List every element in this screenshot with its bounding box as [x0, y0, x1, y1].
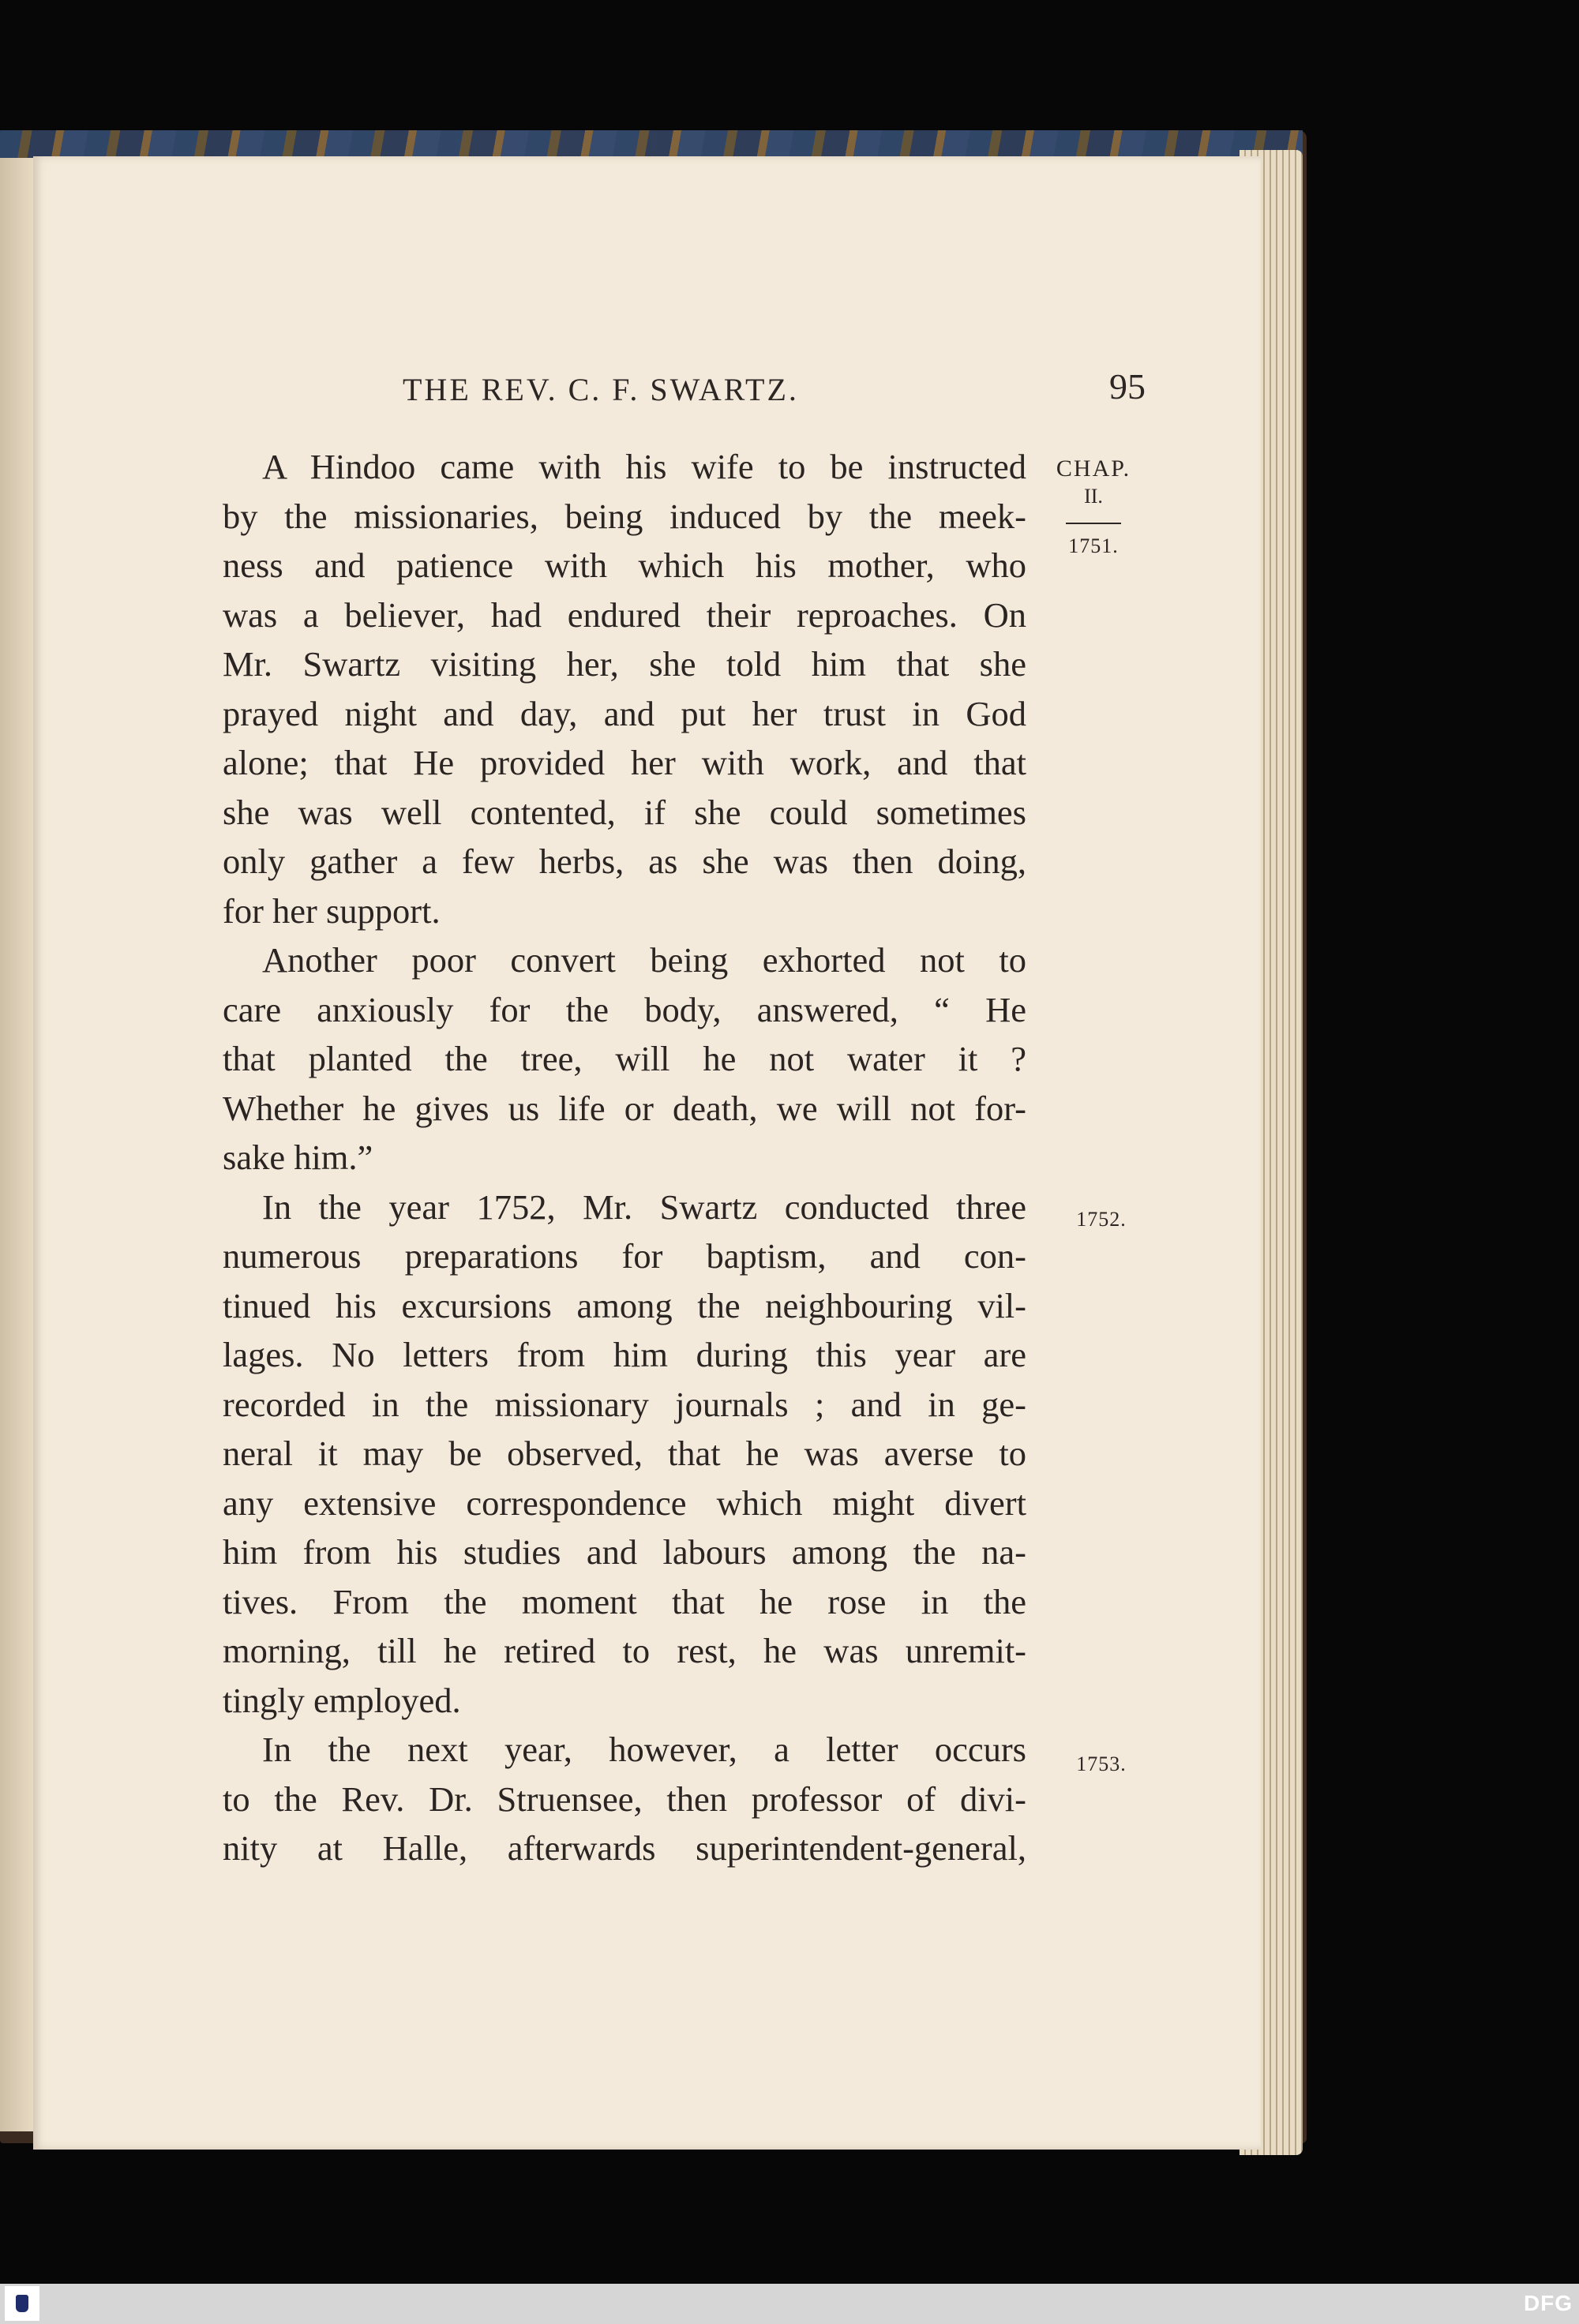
text-line: lages. No letters from him during this year are	[223, 1335, 1026, 1374]
text-line: sake him.”	[223, 1138, 373, 1177]
viewer-footer-bar	[0, 2284, 1579, 2324]
body-text	[223, 442, 1026, 1873]
library-emblem-icon	[16, 2295, 28, 2312]
text-line: A Hindoo came with his wife to be instructed	[262, 447, 1026, 486]
page-number: 95	[1109, 366, 1146, 407]
text-line: to the Rev. Dr. Struensee, then professor of divi-	[223, 1779, 1026, 1819]
running-head: THE REV. C. F. SWARTZ.	[403, 372, 799, 407]
chapter-rule	[1066, 523, 1121, 524]
text-line: him from his studies and labours among the na-	[223, 1532, 1026, 1572]
text-line: In the year 1752, Mr. Swartz conducted three	[262, 1186, 1026, 1227]
text-line: tives. From the moment that he rose in the	[223, 1581, 1026, 1621]
margin-year-1753: 1753.	[1076, 1752, 1127, 1775]
text-line: In the next year, however, a letter occurs	[262, 1730, 1026, 1769]
text-line: tingly employed.	[223, 1680, 461, 1720]
text-line: ness and patience with which his mother, who	[223, 545, 1026, 585]
chapter-label: CHAP.	[1056, 455, 1131, 482]
text-line: alone; that He provided her with work, and that	[223, 743, 1026, 782]
margin-year-1752: 1752.	[1076, 1208, 1127, 1231]
text-line: morning, till he retired to rest, he was unremit-	[223, 1631, 1026, 1670]
dfg-logo[interactable]: DFG	[1523, 2291, 1573, 2315]
text-line: that planted the tree, will he not water it ?	[223, 1039, 1026, 1078]
text-line: was a believer, had endured their reproaches. On	[223, 594, 1026, 635]
text-line: Another poor convert being exhorted not to	[262, 940, 1026, 980]
text-line: care anxiously for the body, answered, “ He	[223, 989, 1026, 1029]
text-line: she was well contented, if she could sometimes	[223, 792, 1026, 832]
text-line: Whether he gives us life or death, we will not for-	[223, 1088, 1026, 1128]
text-line: nity at Halle, afterwards superintendent-general,	[223, 1828, 1026, 1868]
text-line: Mr. Swartz visiting her, she told him that she	[223, 644, 1026, 684]
text-line: for her support.	[223, 890, 441, 931]
text-line: prayed night and day, and put her trust in God	[223, 693, 1026, 733]
text-line: neral it may be observed, that he was averse to	[223, 1434, 1026, 1473]
text-line: by the missionaries, being induced by the meek-	[223, 496, 1026, 536]
facing-page-edge	[0, 158, 36, 2131]
margin-year-1751: 1751.	[1068, 534, 1119, 557]
text-line: any extensive correspondence which might divert	[223, 1482, 1026, 1523]
chapter-number: II.	[1084, 485, 1103, 508]
text-line: recorded in the missionary journals ; and in ge-	[223, 1384, 1026, 1424]
text-line: numerous preparations for baptism, and con-	[223, 1236, 1026, 1276]
library-logo[interactable]	[5, 2286, 39, 2321]
text-line: tinued his excursions among the neighbouring vil-	[223, 1285, 1026, 1325]
text-line: only gather a few herbs, as she was then doing,	[223, 842, 1026, 881]
